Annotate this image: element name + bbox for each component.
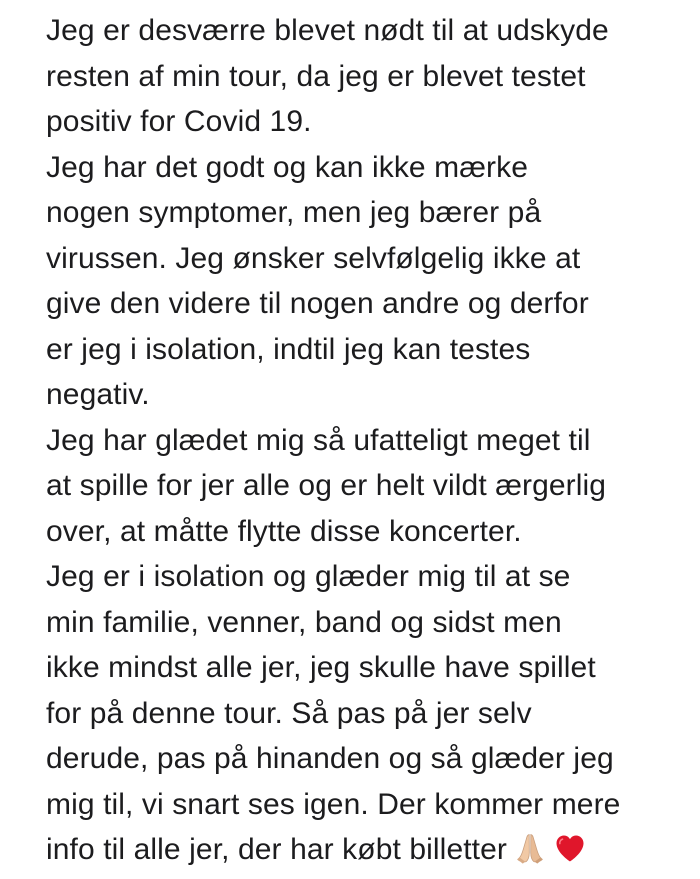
note-line: min familie, venner, band og sidst men: [46, 605, 562, 639]
red-heart-icon: [553, 831, 587, 879]
note-line: Jeg er i isolation og glæder mig til at se: [46, 560, 571, 593]
note-line: Jeg er desværre blevet nødt til at udskyde: [46, 14, 609, 47]
note-line: nogen symptomer, men jeg bærer på: [46, 196, 542, 229]
note-line: resten af min tour, da jeg er blevet testet: [46, 59, 586, 93]
note-line: mig til, vi snart ses igen. Der kommer mere: [46, 787, 621, 821]
folded-hands-icon: [513, 831, 547, 879]
note-line: over, at måtte flytte disse koncerter.: [46, 514, 522, 548]
note-line: negativ.: [46, 378, 150, 411]
note-line: ikke mindst alle jer, jeg skulle have spillet: [46, 651, 596, 684]
note-line: at spille for jer alle og er helt vildt ærgerlig: [46, 469, 607, 502]
note-line: for på denne tour. Så pas på jer selv: [46, 696, 532, 730]
note-line: derude, pas på hinanden og så glæder jeg: [46, 742, 614, 775]
note-line-text: info til alle jer, der har købt billetter: [46, 833, 507, 866]
note-line: give den videre til nogen andre og derfor: [46, 287, 589, 320]
note-line: Jeg har det godt og kan ikke mærke: [46, 150, 528, 184]
note-line: positiv for Covid 19.: [46, 105, 312, 138]
note-line: Jeg har glædet mig så ufatteligt meget til: [46, 423, 591, 457]
note-line: virussen. Jeg ønsker selvfølgelig ikke at: [46, 241, 581, 275]
note-line: er jeg i isolation, indtil jeg kan testes: [46, 332, 531, 366]
note-line-last: [46, 827, 686, 873]
note-text: [46, 8, 686, 873]
